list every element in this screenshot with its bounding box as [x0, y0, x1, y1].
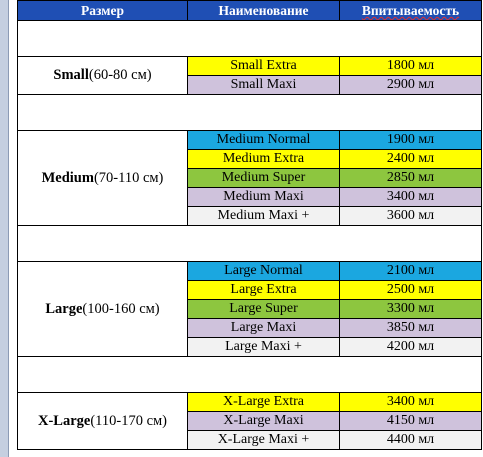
absorbency-cell [339, 337, 482, 357]
product-name: X-Large Maxi [223, 413, 304, 428]
product-name: Large Maxi + [225, 339, 302, 354]
spacer-row [17, 356, 482, 393]
absorbency-cell [339, 280, 482, 300]
product-name-cell [187, 337, 340, 357]
header-absorb-text: Впитываемость [361, 2, 460, 18]
header-size [17, 0, 188, 21]
product-name-cell [187, 130, 340, 150]
absorbency-cell [339, 318, 482, 338]
size-range: (70-110 см) [93, 169, 164, 186]
absorbency-value: 4150 мл [386, 413, 435, 428]
spacer-row [17, 94, 482, 131]
product-name-cell [187, 187, 340, 207]
absorbency-value: 3300 мл [386, 301, 435, 316]
size-cell [17, 130, 188, 226]
header-size-text: Размер [81, 2, 124, 18]
absorbency-value: 2850 мл [386, 170, 435, 185]
product-name-cell [187, 206, 340, 226]
size-cell [17, 56, 188, 95]
header-name-text: Наименование [218, 2, 309, 18]
absorbency-value: 3850 мл [386, 320, 435, 335]
size-range: (110-170 см) [90, 412, 168, 429]
absorbency-value: 1800 мл [386, 58, 435, 73]
spacer-row [17, 20, 482, 57]
absorbency-value: 4400 мл [386, 432, 435, 447]
product-name: Medium Super [221, 170, 306, 185]
product-name-cell [187, 75, 340, 95]
absorbency-cell [339, 187, 482, 207]
absorbency-cell [339, 430, 482, 450]
absorbency-value: 2400 мл [386, 151, 435, 166]
size-range: (100-160 см) [82, 300, 160, 317]
absorbency-value: 3400 мл [386, 189, 435, 204]
absorbency-cell [339, 75, 482, 95]
product-name: X-Large Extra [223, 394, 304, 409]
product-name-cell [187, 149, 340, 169]
size-name: Large [45, 300, 83, 317]
product-name: Medium Extra [222, 151, 305, 166]
product-name-cell [187, 392, 340, 412]
absorbency-cell [339, 392, 482, 412]
size-cell [17, 261, 188, 357]
product-name-cell [187, 56, 340, 76]
product-name: Small Extra [230, 58, 297, 73]
product-name-cell [187, 168, 340, 188]
product-name: Large Super [229, 301, 298, 316]
product-name: Medium Normal [216, 132, 311, 147]
absorbency-value: 3400 мл [386, 394, 435, 409]
absorbency-cell [339, 149, 482, 169]
size-name: X-Large [37, 412, 91, 429]
product-name-cell [187, 261, 340, 281]
absorbency-value: 2100 мл [386, 263, 435, 278]
product-name: Large Extra [230, 282, 297, 297]
absorbency-cell [339, 168, 482, 188]
product-name-cell [187, 411, 340, 431]
size-cell [17, 392, 188, 450]
size-name: Medium [41, 169, 94, 186]
absorbency-cell [339, 206, 482, 226]
absorbency-value: 2500 мл [386, 282, 435, 297]
spacer-row [17, 225, 482, 262]
absorbency-value: 2900 мл [386, 77, 435, 92]
absorbency-value: 3600 мл [386, 208, 435, 223]
absorbency-cell [339, 299, 482, 319]
product-name-cell [187, 318, 340, 338]
header-name [187, 0, 340, 21]
product-name-cell [187, 299, 340, 319]
product-name: Medium Maxi + [217, 208, 310, 223]
product-name: Medium Maxi [223, 189, 304, 204]
product-name: Large Maxi [230, 320, 297, 335]
product-name-cell [187, 280, 340, 300]
product-name: Large Normal [224, 263, 303, 278]
header-absorb [339, 0, 482, 21]
absorbency-value: 1900 мл [386, 132, 435, 147]
absorbency-cell [339, 261, 482, 281]
absorbency-cell [339, 411, 482, 431]
product-name-cell [187, 430, 340, 450]
absorbency-cell [339, 56, 482, 76]
size-range: (60-80 см) [88, 67, 152, 84]
absorbency-value: 4200 мл [386, 339, 435, 354]
absorbency-cell [339, 130, 482, 150]
product-name: Small Maxi [230, 77, 297, 92]
size-name: Small [53, 67, 89, 84]
product-name: X-Large Maxi + [217, 432, 310, 447]
